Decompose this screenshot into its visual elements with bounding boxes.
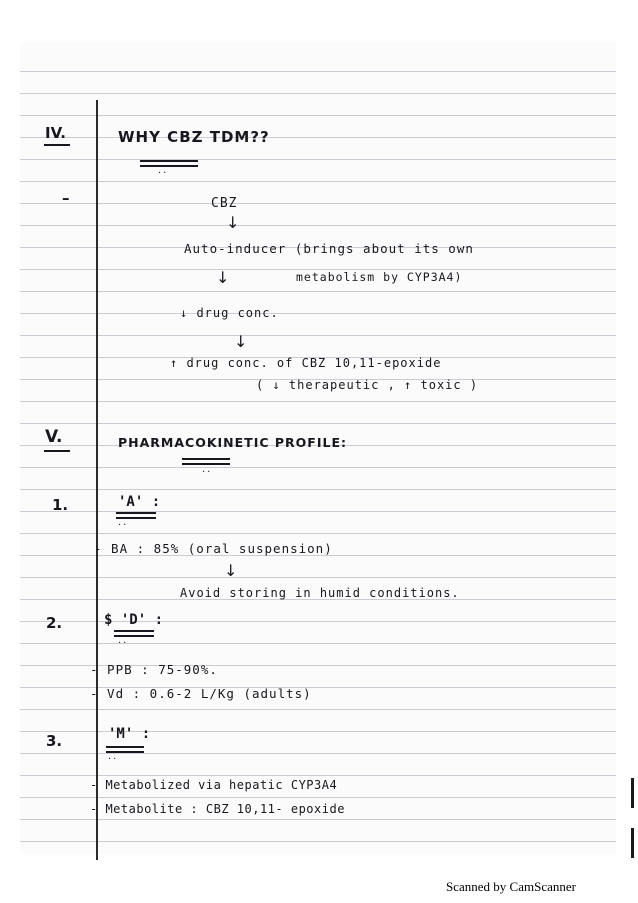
flow-start: CBZ xyxy=(211,196,238,211)
margin-rule xyxy=(96,100,98,860)
label-underline xyxy=(106,751,144,753)
heading-underline xyxy=(140,160,198,162)
item-point: - BA : 85% (oral suspension) xyxy=(94,541,333,556)
item-point: - PPB : 75-90%. xyxy=(90,662,218,677)
item-note: Avoid storing in humid conditions. xyxy=(180,586,460,600)
down-arrow-icon: ↓ xyxy=(216,268,230,287)
label-underline xyxy=(116,517,156,519)
scanner-watermark: Scanned by CamScanner xyxy=(446,879,576,894)
flow-line: ( ↓ therapeutic , ↑ toxic ) xyxy=(256,378,479,392)
underline-dots: ·· xyxy=(118,520,129,531)
numeral-underline xyxy=(44,144,70,146)
numeral-underline xyxy=(44,450,70,452)
underline-dots: ·· xyxy=(158,168,169,179)
item-number: 2. xyxy=(46,614,63,632)
underline-dots: ·· xyxy=(108,754,119,765)
heading-underline xyxy=(140,165,198,167)
flow-line: metabolism by CYP3A4) xyxy=(296,270,463,284)
heading-underline xyxy=(182,458,230,460)
item-point: - Metabolite : CBZ 10,11- epoxide xyxy=(90,802,345,816)
edge-mark xyxy=(631,828,634,858)
flow-line: Auto-inducer (brings about its own xyxy=(184,241,474,256)
section-numeral: V. xyxy=(45,427,63,447)
heading-underline xyxy=(182,463,230,465)
label-underline xyxy=(116,512,156,514)
label-underline xyxy=(106,746,144,748)
item-label: 'M' : xyxy=(108,726,151,742)
down-arrow-icon: ↓ xyxy=(224,561,238,580)
section-heading: WHY CBZ TDM?? xyxy=(118,128,270,146)
label-underline xyxy=(114,630,154,632)
section-numeral: IV. xyxy=(45,124,66,142)
underline-dots: ·· xyxy=(202,467,213,478)
item-number: 3. xyxy=(46,732,63,750)
item-point: - Vd : 0.6-2 L/Kg (adults) xyxy=(90,686,312,701)
label-underline xyxy=(114,635,154,637)
section-heading: PHARMACOKINETIC PROFILE: xyxy=(118,435,347,450)
underline-dots: ·· xyxy=(118,638,129,649)
item-number: 1. xyxy=(52,496,69,514)
item-label: 'A' : xyxy=(118,494,161,510)
item-point: - Metabolized via hepatic CYP3A4 xyxy=(90,778,338,792)
bullet-dash: – xyxy=(62,189,70,207)
down-arrow-icon: ↓ xyxy=(234,332,248,351)
flow-line: ↓ drug conc. xyxy=(180,306,279,320)
down-arrow-icon: ↓ xyxy=(226,213,240,232)
edge-mark xyxy=(631,778,634,808)
item-label: $ 'D' : xyxy=(104,612,164,628)
flow-line: ↑ drug conc. of CBZ 10,11-epoxide xyxy=(170,356,442,370)
